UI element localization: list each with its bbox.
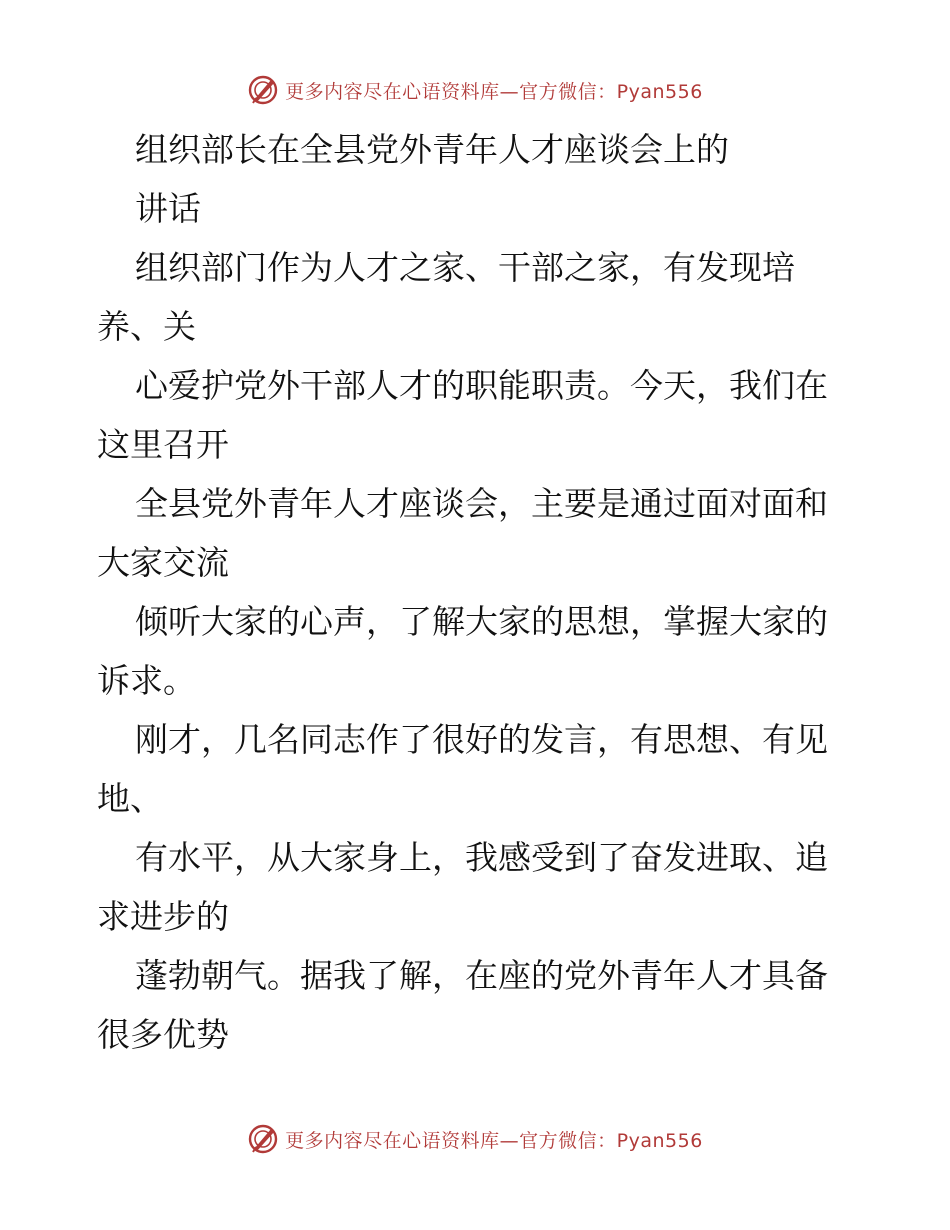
- watermark-text: 更多内容尽在心语资料库—官方微信：Pyan556: [285, 80, 703, 103]
- text-line: 组织部长在全县党外青年人才座谈会上的: [135, 130, 729, 169]
- text-line: 求进步的: [97, 897, 229, 936]
- text-line: 全县党外青年人才座谈会，主要是通过面对面和: [135, 484, 828, 523]
- text-line: 很多优势: [97, 1015, 229, 1054]
- watermark-text: 更多内容尽在心语资料库—官方微信：Pyan556: [285, 1129, 703, 1152]
- text-line: 地、: [97, 779, 163, 818]
- text-line: 心爱护党外干部人才的职能职责。今天，我们在: [135, 366, 828, 405]
- text-line: 有水平，从大家身上，我感受到了奋发进取、追: [135, 838, 828, 877]
- quill-logo-icon: [247, 1123, 279, 1155]
- text-line: 养、关: [97, 307, 196, 346]
- text-line: 刚才，几名同志作了很好的发言，有思想、有见: [135, 720, 828, 759]
- document-body: [97, 120, 857, 1064]
- text-line: 这里召开: [97, 425, 229, 464]
- text-line: 蓬勃朝气。据我了解，在座的党外青年人才具备: [135, 956, 828, 995]
- text-line: 组织部门作为人才之家、干部之家，有发现培: [135, 248, 795, 287]
- quill-logo-icon: [247, 74, 279, 106]
- text-line: 诉求。: [97, 661, 196, 700]
- text-line: 大家交流: [97, 543, 229, 582]
- header-watermark: [0, 70, 950, 110]
- footer-watermark: [0, 1119, 950, 1159]
- text-line: 倾听大家的心声，了解大家的思想，掌握大家的: [135, 602, 828, 641]
- text-line: 讲话: [135, 189, 201, 228]
